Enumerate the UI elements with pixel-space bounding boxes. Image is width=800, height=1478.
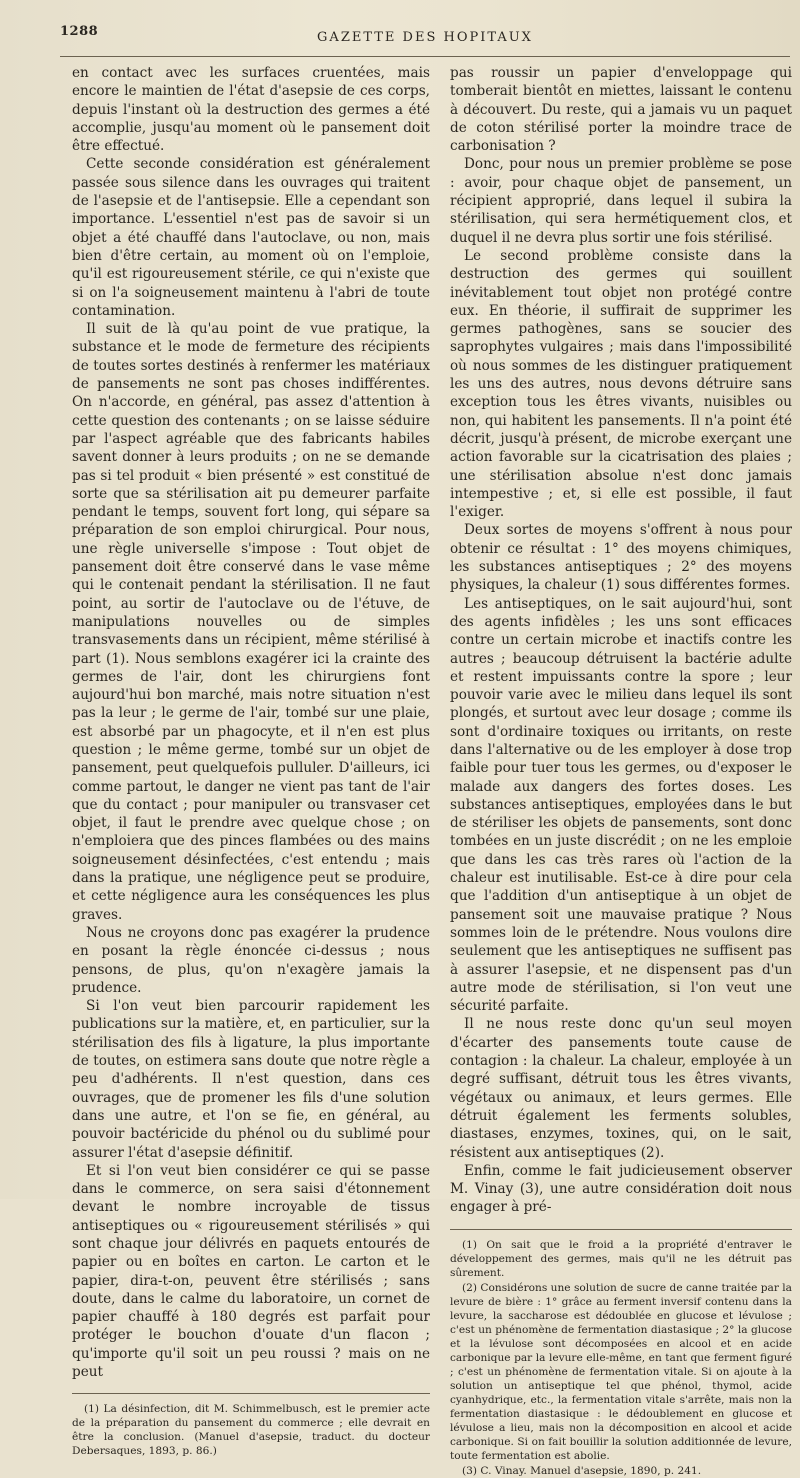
- paragraph: Si l'on veut bien parcourir rapidement les publications sur la matière, et, en particulier, sur la stérilisation des fils à ligature, la plus importante de toutes, on estimera sans doute que notre règle a peu d'adhérents. Il n'est question, dans ces ouvrages, que de promener les fils d'une solution dans une autre, et l'on se fie, en général, au pouvoir bactéricide du phénol ou du sublimé pour assurer l'état d'asepsie définitif.: [72, 998, 430, 1161]
- page-header: [60, 22, 790, 57]
- paragraph: Il suit de là qu'au point de vue pratique, la substance et le mode de fermeture des récipients de toutes sortes destinés à renfermer les matériaux de pansements ne sont pas choses indifférentes. On n'accorde, en général, pas assez d'attention à cette question des contenants ; on se laisse séduire par l'aspect agréable que des fabricants habiles savent donner à leurs produits ; on ne se demande pas si tel produit « bien présenté » est constitué de sorte que sa stérilisation ait pu demeurer parfaite pendant le temps, souvent fort long, qui sépare sa préparation de son emploi chirurgical. Pour nous, une règle universelle s'impose : Tout objet de pansement doit être conservé dans le vase même qui le contenait pendant la stérilisation. Il ne faut point, au sortir de l'autoclave ou de l'étuve, de manipulations nouvelles ou de simples transvasements dans un récipient, même stérilisé à part (1). Nous semblons exagérer ici la crainte des germes de l'air, dont les chirurgiens font aujourd'hui bon marché, mais notre situation n'est pas la leur ; le germe de l'air, tombé sur une plaie, est absorbé par un phagocyte, et il n'en est plus question ; le même germe, tombé sur un objet de pansement, peut quelquefois pulluler. D'ailleurs, ici comme partout, le danger ne vient pas tant de l'air que du contact ; pour manipuler ou transvaser cet objet, il faut le prendre avec quelque chose ; on n'emploiera que des pinces flambées ou des mains soigneusement désinfectées, c'est entendu ; mais dans la pratique, une négligence peut se produire, et cette négligence aura les conséquences les plus graves.: [72, 321, 430, 923]
- paragraph: Donc, pour nous un premier problème se pose : avoir, pour chaque objet de pansement, un récipient approprié, dans lequel il subira la stérilisation, qui sera hermétiquement clos, et duquel il ne devra plus sortir une fois stérilisé.: [450, 156, 792, 246]
- footnote: (3) C. Vinay. Manuel d'asepsie, 1890, p. 241.: [462, 1464, 702, 1477]
- right-column: [450, 64, 792, 1477]
- paragraph: Deux sortes de moyens s'offrent à nous pour obtenir ce résultat : 1° des moyens chimiques, les substances antiseptiques ; 2° des moyens physiques, la chaleur (1) sous différentes formes.: [450, 522, 792, 594]
- footnotes: [72, 1393, 430, 1458]
- footnote: (1) On sait que le froid a la propriété d'entraver le développement des germes, mais qu'il ne les détruit pas sûrement.: [450, 1238, 792, 1279]
- left-column: [72, 64, 430, 1458]
- footnote: (2) Considérons une solution de sucre de canne traitée par la levure de bière : 1° grâce au ferment inversif contenu dans la levure, la saccharose est dédoublée en glucose et lévulose ; c'est un phénomène de fermentation diastasique ; 2° la glucose et la lévulose sont décomposées en alcool et en acide carbonique par la levure elle-même, en tant que ferment figuré ; c'est un phénomène de fermentation vitale. Si on ajoute à la solution un antiseptique tel que phénol, thymol, acide cyanhydrique, etc., la fermentation vitale s'arrête, mais non la fermentation diastasique : le dédoublement en glucose et lévulose a lieu, mais non la décomposition en alcool et acide carbonique. Si on fait bouillir la solution additionnée de levure, toute fermentation est abolie.: [450, 1281, 792, 1462]
- paragraph: Il ne nous reste donc qu'un seul moyen d'écarter des pansements toute cause de contagion : la chaleur. La chaleur, employée à un degré suffisant, détruit tous les êtres vivants, végétaux ou animaux, et leurs germes. Elle détruit également les ferments solubles, diastases, enzymes, toxines, qui, on le sait, résistent aux antiseptiques (2).: [450, 1016, 792, 1161]
- page-number: 1288: [60, 24, 99, 39]
- paragraph: en contact avec les surfaces cruentées, mais encore le maintien de l'état d'asepsie de ces corps, depuis l'instant où la destruction des germes a été accomplie, jusqu'au moment où le pansement doit être effectué.: [72, 65, 430, 155]
- paragraph: Et si l'on veut bien considérer ce qui se passe dans le commerce, on sera saisi d'étonnement devant le nombre incroyable de tissus antiseptiques ou « rigoureusement stérilisés » qui sont chaque jour délivrés en paquets entourés de papier ou en boîtes en carton. Le carton et le papier, dira-t-on, peuvent être stérilisés ; sans doute, dans le calme du laboratoire, un cornet de papier chauffé à 180 degrés est parfait pour protéger le bouchon d'ouate d'un flacon ; qu'importe qu'il soit un peu roussi ? mais on ne peut: [72, 1162, 430, 1381]
- paragraph: Le second problème consiste dans la destruction des germes qui souillent inévitablement tout objet non protégé contre eux. En théorie, il suffirait de supprimer les germes pathogènes, sans se soucier des saprophytes vulgaires ; mais dans l'impossibilité où nous sommes de les distinguer pratiquement les uns des autres, nous devons détruire sans exception tous les êtres vivants, nuisibles ou non, qui habitent les pansements. Il n'a point été décrit, jusqu'à présent, de microbe exerçant une action favorable sur la cicatrisation des plaies ; une stérilisation absolue n'est donc jamais intempestive ; et, si elle est possible, il faut l'exiger.: [450, 247, 792, 521]
- paragraph: Cette seconde considération est généralement passée sous silence dans les ouvrages qui traitent de l'asepsie et de l'antisepsie. Elle a cependant son importance. L'essentiel n'est pas de savoir si un objet a été chauffé dans l'autoclave, ou non, mais bien d'être certain, au moment où on l'emploie, qu'il est rigoureusement stérile, ce qui n'existe que si on l'a soigneusement maintenu à l'abri de toute contamination.: [72, 156, 430, 319]
- footnotes: [450, 1229, 792, 1478]
- journal-title: GAZETTE DES HOPITAUX: [317, 30, 533, 45]
- paragraph: Enfin, comme le fait judicieusement observer M. Vinay (3), une autre considération doit nous engager à pré-: [450, 1162, 792, 1216]
- paragraph: Les antiseptiques, on le sait aujourd'hui, sont des agents infidèles ; les uns sont efficaces contre un certain microbe et inactifs contre les autres ; beaucoup détruisent la bactérie adulte et restent impuissants contre la spore ; leur pouvoir varie avec le milieu dans lequel ils sont plongés, et surtout avec leur dosage ; comme ils sont d'ordinaire toxiques ou irritants, on reste dans l'alternative ou de les employer à dose trop faible pour tuer tous les germes, ou d'exposer le malade aux dangers des fortes doses. Les substances antiseptiques, employées dans le but de stériliser les objets de pansements, sont donc tombées en un juste discrédit ; on ne les emploie que dans les cas très rares où l'action de la chaleur est inutilisable. Est-ce à dire pour cela que l'addition d'un antiseptique à un objet de pansement soit une mauvaise pratique ? Nous sommes loin de le prétendre. Nous voulons dire seulement que les antiseptiques ne suffisent pas à assurer l'asepsie, et ne dispensent pas d'un autre mode de stérilisation, si l'on veut une sécurité parfaite.: [450, 595, 792, 1015]
- paragraph: Nous ne croyons donc pas exagérer la prudence en posant la règle énoncée ci-dessus ; nous pensons, de plus, qu'on n'exagère jamais la prudence.: [72, 924, 430, 996]
- footnote: (1) La désinfection, dit M. Schimmelbusch, est le premier acte de la préparation du pansement du commerce ; elle devrait en être la conclusion. (Manuel d'asepsie, traduct. du docteur Debersaques, 1893, p. 86.): [72, 1403, 430, 1458]
- paragraph: pas roussir un papier d'enveloppage qui tomberait bientôt en miettes, laissant le contenu à découvert. Du reste, qui a jamais vu un paquet de coton stérilisé porter la moindre trace de carbonisation ?: [450, 65, 792, 155]
